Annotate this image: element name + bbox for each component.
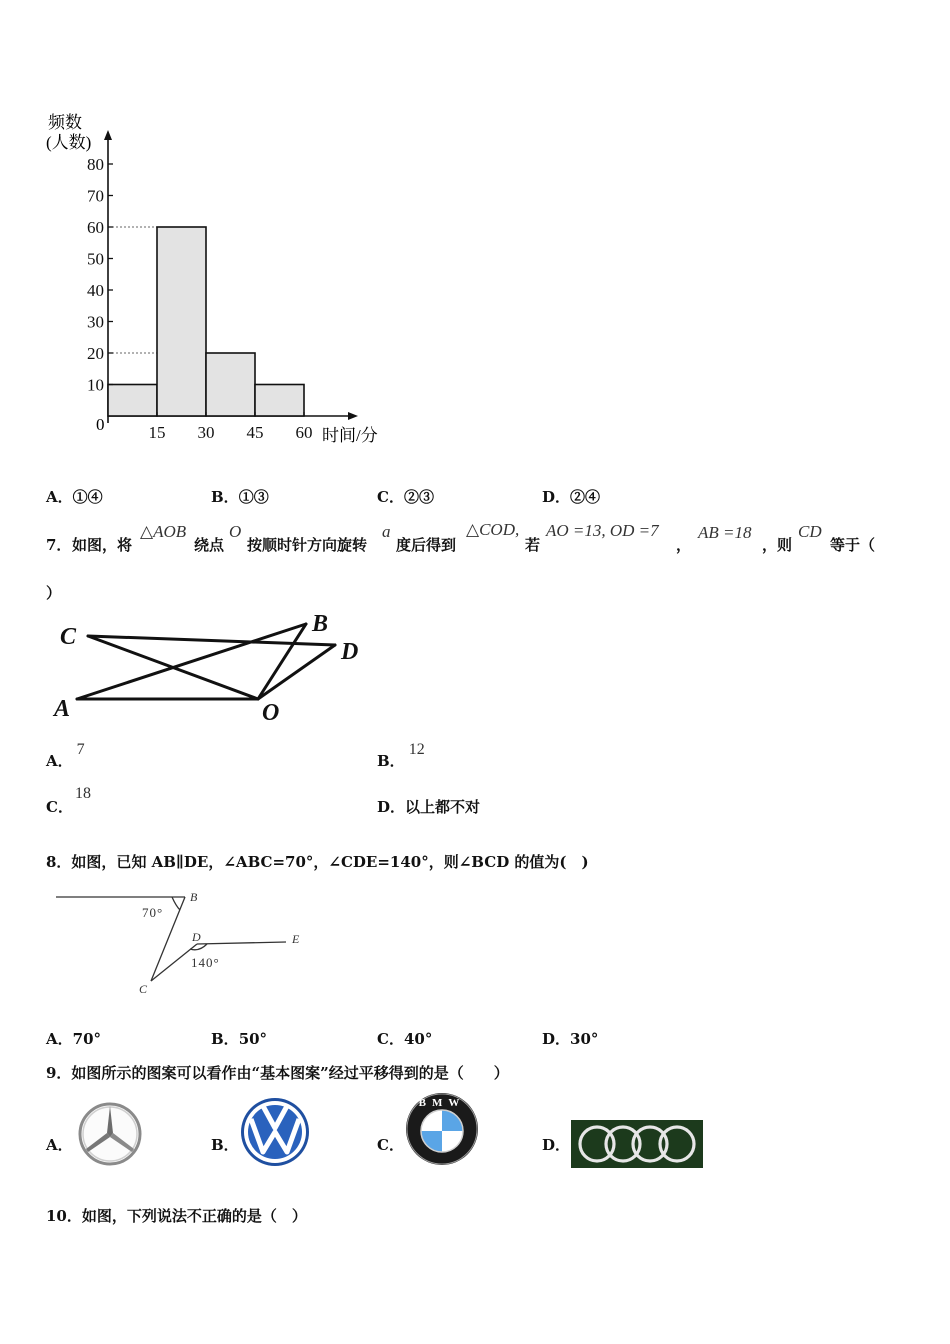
origin-label: 0	[96, 415, 105, 434]
q7-option-c[interactable]: C．18	[46, 785, 91, 816]
angle-label-70: 70°	[142, 905, 164, 920]
segment-bo	[258, 624, 306, 699]
q7-option-b[interactable]: B．12	[377, 741, 425, 770]
histogram-bar	[255, 385, 304, 417]
math-ao-od: AO =13, OD =7	[546, 521, 659, 540]
q7-figure	[50, 608, 380, 728]
label-d: D	[192, 930, 201, 944]
q9-option-a-label[interactable]: A．	[46, 1136, 73, 1154]
y-tick-label: 20	[87, 344, 104, 363]
x-tick-label: 45	[246, 423, 264, 442]
q8-option-b[interactable]: B．50°	[211, 1030, 268, 1048]
mercedes-star-icon[interactable]	[76, 1100, 144, 1168]
histogram-bar	[206, 353, 255, 416]
y-axis-label-line1: 频数	[48, 113, 82, 132]
angle-arc-b	[172, 897, 180, 910]
label-c: C	[60, 624, 77, 650]
y-tick-label: 30	[87, 312, 104, 332]
q9-option-b-label[interactable]: B．	[211, 1136, 239, 1154]
q7-option-a[interactable]: A．7	[46, 741, 85, 770]
q7-stem: 7． 如图，将 △AOB 绕点 O 按顺时针方向旋转 a 度后得到 △COD, 若 AO =13, OD =7 ， AB =18 ，则 CD 等于（	[46, 520, 876, 554]
math-triangle-aob: △AOB	[140, 522, 187, 541]
label-d: D	[341, 639, 359, 665]
label-a: A	[54, 696, 71, 722]
q9-option-d-label[interactable]: D．	[542, 1136, 571, 1154]
q8-figure	[52, 886, 322, 1001]
q6-option-b[interactable]: B．①③	[211, 488, 269, 506]
y-tick-label: 50	[87, 249, 104, 269]
y-tick-label: 80	[87, 155, 104, 174]
label-e: E	[292, 932, 300, 946]
y-axis-label-line2: (人数)	[46, 133, 92, 152]
label-b: B	[312, 611, 329, 637]
histogram-bar	[157, 227, 206, 416]
line-de	[197, 942, 286, 944]
q8-stem: 8．如图，已知 AB∥DE，∠ABC=70°，∠CDE=140°，则∠BCD 的值为( )	[46, 853, 589, 871]
math-triangle-cod: △COD,	[466, 520, 520, 539]
bmw-logo-text: BMW	[418, 1097, 466, 1109]
x-tick-label: 60	[295, 423, 313, 442]
vw-logo-icon[interactable]	[238, 1096, 312, 1168]
frequency-histogram	[40, 100, 400, 455]
q9-stem: 9．如图所示的图案可以看作由“基本图案”经过平移得到的是（ ）	[46, 1064, 509, 1082]
y-axis-arrow	[104, 130, 112, 140]
label-c: C	[139, 982, 148, 996]
q8-option-c[interactable]: C．40°	[377, 1030, 433, 1048]
q8-option-a[interactable]: A．70°	[46, 1030, 102, 1048]
q10-stem: 10．如图，下列说法不正确的是（ ）	[46, 1207, 307, 1225]
y-tick-label: 70	[87, 186, 104, 206]
q6-option-d[interactable]: D．②④	[542, 488, 601, 506]
angle-label-140: 140°	[191, 955, 220, 970]
q7-option-d[interactable]: D．以上都不对	[377, 798, 481, 816]
y-tick-label: 10	[87, 375, 104, 395]
label-o: O	[262, 700, 280, 726]
math-ab: AB =18	[698, 523, 752, 542]
audi-rings-icon[interactable]	[571, 1120, 703, 1168]
x-axis-arrow	[348, 412, 358, 420]
histogram-bars	[108, 227, 304, 416]
math-cd: CD	[798, 522, 822, 541]
bmw-logo-icon[interactable]	[404, 1091, 480, 1167]
label-b: B	[190, 890, 198, 904]
q7-close-paren: ）	[46, 584, 62, 602]
x-axis-label: 时间/分	[322, 426, 378, 445]
y-tick-label: 60	[87, 218, 104, 237]
q6-option-a[interactable]: A．①④	[46, 488, 103, 506]
math-a: a	[382, 522, 391, 541]
q6-option-c[interactable]: C．②③	[377, 488, 434, 506]
math-o: O	[229, 522, 242, 541]
segment-do	[258, 645, 335, 699]
histogram-bar	[108, 385, 157, 417]
x-tick-label: 15	[148, 423, 166, 442]
y-ticks	[87, 155, 113, 395]
y-tick-label: 40	[87, 281, 104, 300]
x-tick-label: 30	[197, 423, 215, 442]
q9-option-c-label[interactable]: C．	[377, 1136, 404, 1154]
q8-option-d[interactable]: D．30°	[542, 1030, 599, 1048]
